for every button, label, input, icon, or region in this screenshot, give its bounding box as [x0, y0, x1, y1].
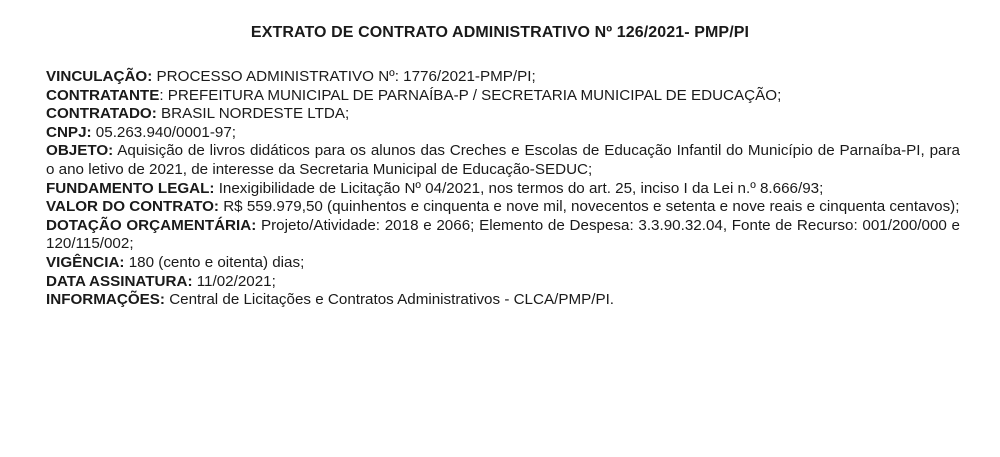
- entry-informacoes: [46, 291, 960, 310]
- entry-label: VALOR DO CONTRATO:: [46, 198, 219, 216]
- entry-label: VINCULAÇÃO:: [46, 68, 153, 85]
- entry-value: Projeto/Atividade: 2018 e 2066; Elemento de Despesa: 3.3.90.32.04, Fonte de Recurso: 001/200/000 e 120/115/002;: [46, 216, 960, 253]
- entry-label: CNPJ:: [46, 123, 92, 141]
- entry-label: INFORMAÇÕES:: [46, 291, 165, 309]
- entry-label: DOTAÇÃO ORÇAMENTÁRIA:: [46, 216, 257, 234]
- entry-label: OBJETO:: [46, 142, 114, 160]
- document-body: [46, 68, 960, 310]
- entry-vigencia: [46, 254, 960, 273]
- entry-value: Aquisição de livros didáticos para os alunos das Creches e Escolas de Educação Infantil do Município de Parnaíba-PI, para o ano letivo de 2021, de interesse da Secretaria Municipal de Educação-SEDUC;: [46, 142, 960, 178]
- entry-cnpj: [46, 124, 960, 143]
- entry-value: 11/02/2021;: [192, 272, 276, 290]
- entry-objeto: [46, 142, 960, 179]
- entry-value: 180 (cento e oitenta) dias;: [124, 253, 305, 271]
- entry-dotacao-orcamentaria: [46, 217, 960, 254]
- entry-value: Inexigibilidade de Licitação Nº 04/2021, nos termos do art. 25, inciso I da Lei n.º 8.666/93;: [214, 179, 824, 197]
- entry-vinculacao: [46, 68, 960, 87]
- entry-label: CONTRATADO:: [46, 105, 157, 123]
- entry-label: FUNDAMENTO LEGAL:: [46, 179, 215, 197]
- entry-value: BRASIL NORDESTE LTDA;: [156, 105, 350, 123]
- entry-fundamento-legal: [46, 180, 960, 199]
- entry-value: 05.263.940/0001-97;: [91, 123, 236, 141]
- entry-value: PROCESSO ADMINISTRATIVO Nº: 1776/2021-PMP/PI;: [152, 68, 536, 85]
- document-title: EXTRATO DE CONTRATO ADMINISTRATIVO Nº 126/2021- PMP/PI: [250, 24, 750, 41]
- entry-value: : PREFEITURA MUNICIPAL DE PARNAÍBA-P / SECRETARIA MUNICIPAL DE EDUCAÇÃO;: [159, 86, 782, 104]
- entry-valor-do-contrato: [46, 198, 960, 217]
- entry-contratado: [46, 105, 960, 124]
- entry-label: CONTRATANTE: [46, 86, 160, 104]
- entry-data-assinatura: [46, 273, 960, 292]
- entry-label: DATA ASSINATURA:: [46, 272, 193, 290]
- entry-value: R$ 559.979,50 (quinhentos e cinquenta e nove mil, novecentos e setenta e nove reais e cinquenta centavos);: [218, 198, 960, 216]
- entry-label: VIGÊNCIA:: [46, 253, 125, 271]
- entry-value: Central de Licitações e Contratos Administrativos - CLCA/PMP/PI.: [164, 291, 615, 309]
- entry-contratante: [46, 87, 960, 106]
